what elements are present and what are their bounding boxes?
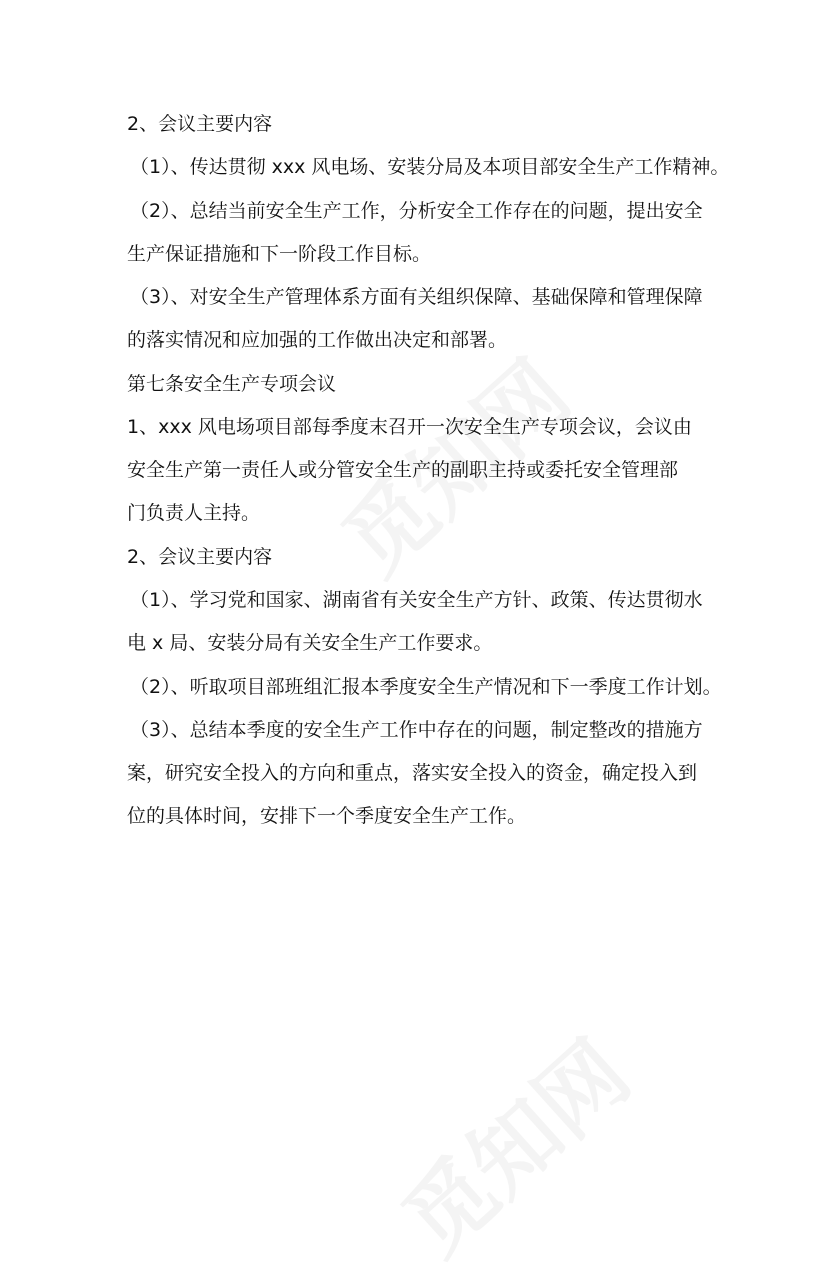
paragraph-line: 电 x 局、安装分局有关安全生产工作要求。	[127, 632, 493, 654]
paragraph-line: （2）、听取项目部班组汇报本季度安全生产情况和下一季度工作计划。	[130, 676, 722, 698]
paragraph-line: 1、xxx 风电场项目部每季度末召开一次安全生产专项会议，会议由	[127, 416, 692, 438]
paragraph-line: （1）、传达贯彻 xxx 风电场、安装分局及本项目部安全生产工作精神。	[130, 156, 730, 178]
paragraph-line: （3）、总结本季度的安全生产工作中存在的问题，制定整改的措施方	[130, 719, 703, 741]
paragraph-line: （2）、总结当前安全生产工作，分析安全工作存在的问题，提出安全	[130, 200, 703, 222]
section-heading: 2、会议主要内容	[127, 546, 273, 568]
paragraph-line: （1）、学习党和国家、湖南省有关安全生产方针、政策、传达贯彻水	[130, 589, 703, 611]
paragraph-line: 安全生产第一责任人或分管安全生产的副职主持或委托安全管理部	[127, 459, 679, 481]
paragraph-line: 生产保证措施和下一阶段工作目标。	[127, 243, 432, 265]
paragraph-line: 案，研究安全投入的方向和重点，落实安全投入的资金，确定投入到	[127, 762, 698, 784]
section-heading: 2、会议主要内容	[127, 113, 273, 135]
watermark	[372, 1008, 653, 1278]
paragraph-line: 门负责人主持。	[127, 502, 261, 524]
paragraph-line: 位的具体时间，安排下一个季度安全生产工作。	[127, 805, 527, 827]
paragraph-line: （3）、对安全生产管理体系方面有关组织保障、基础保障和管理保障	[130, 286, 703, 308]
paragraph-line: 的落实情况和应加强的工作做出决定和部署。	[127, 329, 508, 351]
article-heading: 第七条安全生产专项会议	[127, 373, 337, 395]
